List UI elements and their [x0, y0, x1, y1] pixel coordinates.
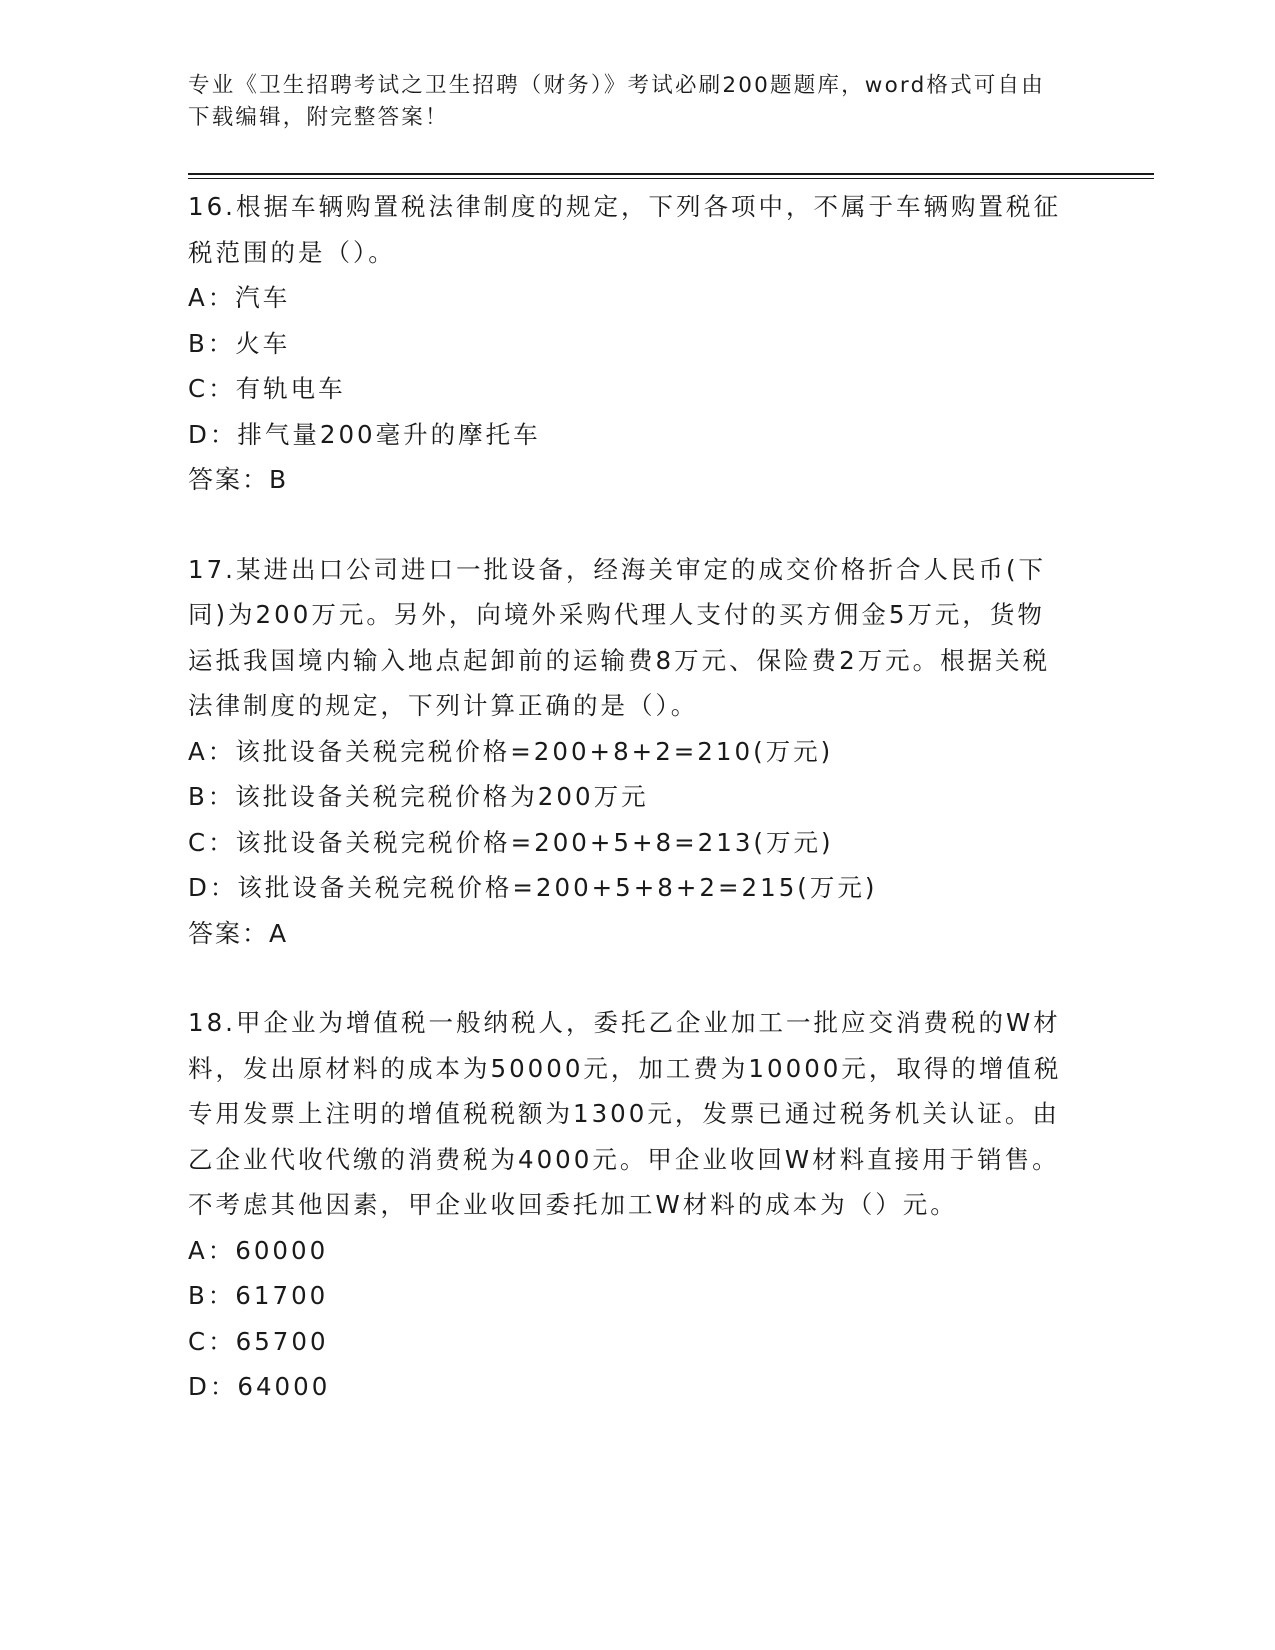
answer-line: 答案：B	[188, 465, 289, 494]
option-c: C：65700	[188, 1326, 329, 1356]
question-16	[188, 184, 1154, 503]
option-a: A：汽车	[188, 283, 291, 312]
option-b: B：火车	[188, 328, 291, 358]
question-stem: 18.甲企业为增值税一般纳税人，委托乙企业加工一批应交消费税的W材料，发出原材料的成本为50000元，加工费为10000元，取得的增值税专用发票上注明的增值税税额为1300元，发票已通过税务机关认证。由乙企业代收代缴的消费税为4000元。甲企业收回W材料直接用于销售。不考虑其他因素，甲企业收回委托加工W材料的成本为（）元。	[188, 1008, 1062, 1219]
option-a: A：60000	[188, 1235, 329, 1265]
question-stem: 17.某进出口公司进口一批设备，经海关审定的成交价格折合人民币(下同)为200万元。另外，向境外采购代理人支付的买方佣金5万元，货物运抵我国境内输入地点起卸前的运输费8万元、保险费2万元。根据关税法律制度的规定，下列计算正确的是（）。	[188, 554, 1051, 720]
document-intro: 专业《卫生招聘考试之卫生招聘（财务）》考试必刷200题题库，word格式可自由下载编辑，附完整答案！	[188, 73, 1045, 130]
header-divider-thin	[188, 178, 1154, 179]
header-divider-thick	[188, 173, 1154, 175]
option-d: D：排气量200毫升的摩托车	[188, 419, 541, 449]
option-c: C：有轨电车	[188, 374, 346, 403]
option-d: D：64000	[188, 1372, 331, 1401]
option-b: B：该批设备关税完税价格为200万元	[188, 782, 649, 811]
question-18	[188, 1000, 1154, 1410]
question-stem: 16.根据车辆购置税法律制度的规定，下列各项中，不属于车辆购置税征税范围的是（）。	[188, 192, 1061, 267]
document-page	[188, 70, 1154, 1410]
option-d: D：该批设备关税完税价格=200+5+8+2=215(万元)	[188, 873, 878, 902]
option-a: A：该批设备关税完税价格=200+8+2=210(万元)	[188, 736, 834, 766]
answer-line: 答案：A	[188, 918, 289, 948]
option-c: C：该批设备关税完税价格=200+5+8=213(万元)	[188, 827, 834, 857]
question-17	[188, 547, 1154, 957]
option-b: B：61700	[188, 1281, 329, 1310]
